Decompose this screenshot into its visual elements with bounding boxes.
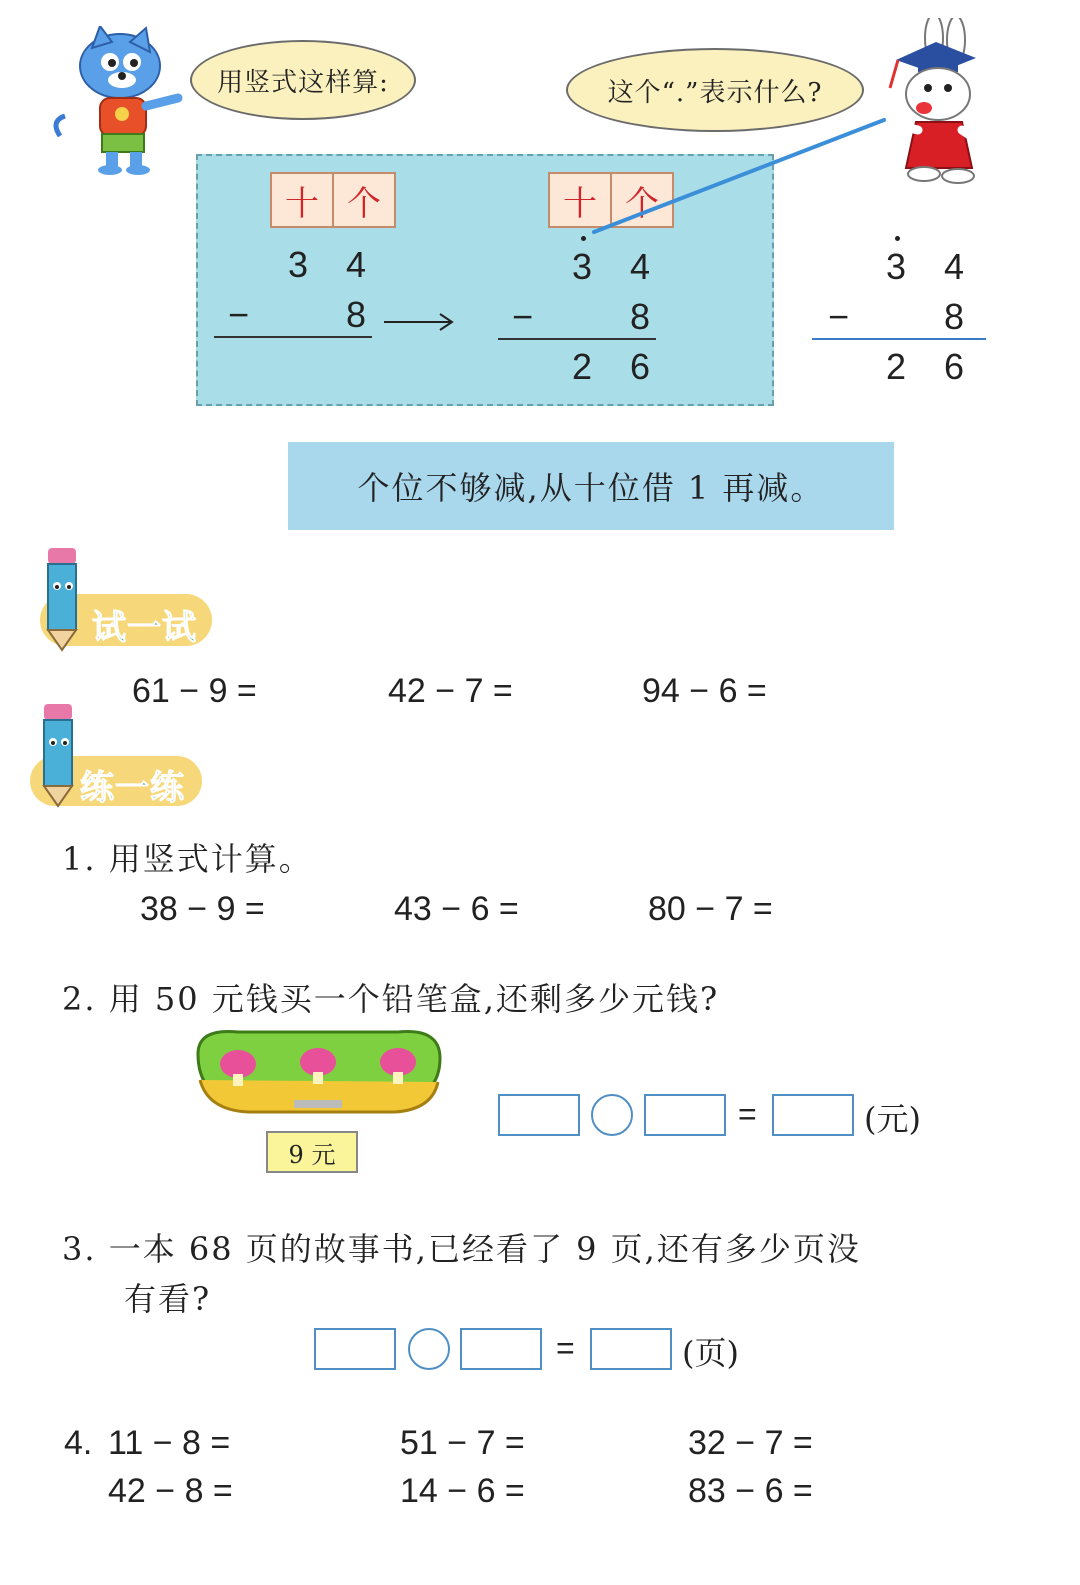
subtrahend-digit: 8 — [346, 294, 367, 335]
arrow-right-icon — [384, 310, 456, 334]
ones-place-label: 个 — [332, 174, 394, 226]
q1-equation-1: 38 − 9 = — [140, 890, 265, 928]
minuend-tens-digit: 3 — [886, 246, 907, 287]
q3-answer-box-2[interactable] — [460, 1328, 542, 1370]
tens-place-label: 十 — [285, 183, 319, 224]
q2-answer-box-1[interactable] — [498, 1094, 580, 1136]
calc-line — [214, 336, 372, 338]
subtrahend-digit: 8 — [944, 296, 965, 337]
minuend-tens-digit: 3 — [288, 244, 309, 285]
ones-place-label: 个 — [610, 174, 672, 226]
pencil-icon — [28, 702, 88, 812]
question-1-text: 1. 用竖式计算。 — [62, 840, 313, 878]
minus-sign: − — [828, 296, 850, 337]
rabbit-illustration — [876, 18, 1016, 188]
try-equation-1: 61 − 9 = — [132, 672, 257, 710]
q4-equation-3: 32 − 7 = — [688, 1424, 813, 1462]
q2-answer-box-2[interactable] — [644, 1094, 726, 1136]
borrow-dot — [581, 236, 586, 241]
pointer-stick — [590, 114, 890, 238]
q4-equation-1: 11 − 8 = — [108, 1424, 231, 1462]
try-equation-3: 94 − 6 = — [642, 672, 767, 710]
q1-equation-2: 43 − 6 = — [394, 890, 519, 928]
minus-sign: − — [512, 296, 534, 337]
result-ones-digit: 6 — [944, 346, 965, 387]
q4-equation-4: 42 − 8 = — [108, 1472, 233, 1510]
q3-operator-circle[interactable] — [408, 1328, 450, 1370]
practice-heading: 练一练 — [80, 768, 185, 808]
result-tens-digit: 2 — [886, 346, 907, 387]
q3-equals-sign: = — [556, 1330, 575, 1366]
question-2-text: 2. 用 50 元钱买一个铅笔盒,还剩多少元钱? — [62, 980, 720, 1018]
rabbit-speech-text: 这个“.”表示什么? — [607, 77, 823, 108]
calc-line — [812, 338, 986, 340]
q1-equation-3: 80 − 7 = — [648, 890, 773, 928]
try-heading: 试一试 — [92, 608, 197, 648]
minuend-ones-digit: 4 — [346, 244, 367, 285]
tens-place-label: 十 — [563, 183, 597, 224]
question-4-label: 4. — [64, 1424, 93, 1462]
q2-unit: (元) — [864, 1100, 921, 1138]
try-equation-2: 42 − 7 = — [388, 672, 513, 710]
q3-answer-box-1[interactable] — [314, 1328, 396, 1370]
q3-answer-box-result[interactable] — [590, 1328, 672, 1370]
q2-answer-box-result[interactable] — [772, 1094, 854, 1136]
question-3-text-line2: 有看? — [124, 1280, 212, 1318]
q2-operator-circle[interactable] — [591, 1094, 633, 1136]
cat-speech-bubble — [190, 40, 416, 120]
price-tag — [266, 1131, 358, 1173]
q4-equation-2: 51 − 7 = — [400, 1424, 525, 1462]
cat-illustration — [50, 26, 190, 176]
question-3-text-line1: 3. 一本 68 页的故事书,已经看了 9 页,还有多少页没 — [62, 1230, 861, 1268]
price-text: 9 元 — [288, 1140, 336, 1169]
rule-text: 个位不够减,从十位借 1 再减。 — [357, 469, 825, 507]
minuend-tens-digit: 3 — [572, 246, 593, 287]
q4-equation-5: 14 − 6 = — [400, 1472, 525, 1510]
pencil-case-illustration — [188, 1024, 450, 1118]
result-ones-digit: 6 — [630, 346, 651, 387]
rule-banner — [288, 442, 894, 530]
q4-equation-6: 83 − 6 = — [688, 1472, 813, 1510]
minuend-ones-digit: 4 — [630, 246, 651, 287]
subtrahend-digit: 8 — [630, 296, 651, 337]
minuend-ones-digit: 4 — [944, 246, 965, 287]
borrow-dot — [895, 236, 900, 241]
cat-speech-text: 用竖式这样算: — [217, 67, 389, 98]
calc-line — [498, 338, 656, 340]
result-tens-digit: 2 — [572, 346, 593, 387]
place-value-header-left — [270, 172, 396, 228]
q3-unit: (页) — [682, 1334, 739, 1372]
pencil-icon — [32, 546, 92, 656]
q2-equals-sign: = — [738, 1096, 757, 1132]
minus-sign: − — [228, 294, 250, 335]
